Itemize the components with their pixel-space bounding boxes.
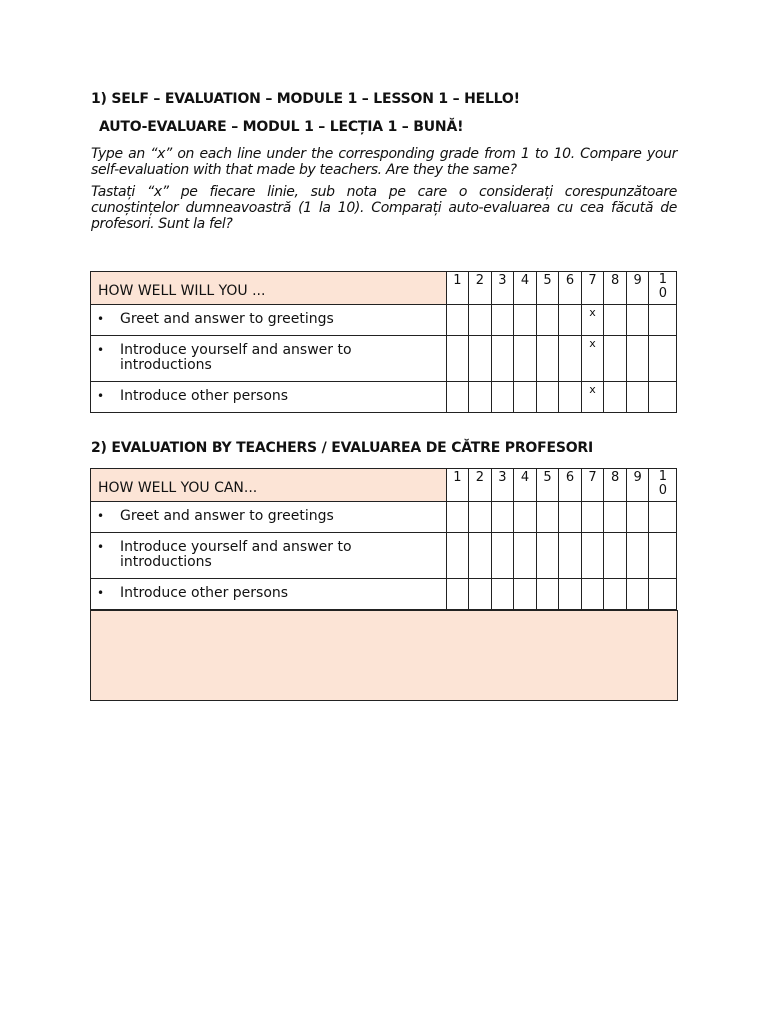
grade-cell-6[interactable] [559,579,582,610]
grade-cell-5[interactable] [536,533,559,579]
instructions-ro: Tastați “x” pe fiecare linie, sub nota pe care o considerați corespunzătoare cunoștințelor dumneavoastră (1 la 10). Comparați auto-evaluarea cu cea făcută de profesori. Sunt la fel? [91,184,677,232]
grade-header-2: 2 [469,272,492,305]
grade-cell-10[interactable] [649,533,677,579]
grade-header-4: 4 [514,272,537,305]
grade-cell-7[interactable] [581,533,604,579]
skill-cell [91,579,447,610]
bullet-icon: • [97,540,105,554]
grade-cell-2[interactable] [469,502,492,533]
bullet-icon: • [97,509,105,523]
table-header-label: HOW WELL YOU CAN... [91,469,447,502]
grade-cell-3[interactable] [491,579,514,610]
skill-label: Greet and answer to greetings [120,508,334,524]
grade-cell-8[interactable] [604,579,627,610]
grade-cell-5[interactable] [536,336,559,382]
grade-cell-3[interactable] [491,382,514,413]
grade-cell-3[interactable] [491,533,514,579]
grade-cell-6[interactable] [559,382,582,413]
grade-header-10: 10 [649,272,677,305]
grade-cell-9[interactable] [626,533,649,579]
teacher-evaluation-table [90,468,677,610]
grade-cell-3[interactable] [491,502,514,533]
grade-cell-2[interactable] [469,579,492,610]
grade-cell-1[interactable] [446,502,469,533]
bullet-icon: • [97,312,105,326]
grade-header-6: 6 [559,469,582,502]
skill-label: Introduce other persons [120,585,289,601]
table-header-row [91,272,677,305]
grade-cell-8[interactable] [604,382,627,413]
grade-cell-4[interactable] [514,579,537,610]
grade-cell-7[interactable]: x [581,336,604,382]
table-row [91,336,677,382]
grade-cell-6[interactable] [559,533,582,579]
grade-cell-9[interactable] [626,502,649,533]
grade-cell-6[interactable] [559,336,582,382]
grade-cell-7[interactable]: x [581,305,604,336]
grade-cell-4[interactable] [514,533,537,579]
grade-cell-1[interactable] [446,382,469,413]
grade-cell-7[interactable] [581,502,604,533]
grade-cell-8[interactable] [604,336,627,382]
grade-cell-10[interactable] [649,579,677,610]
table-row [91,305,677,336]
grade-cell-10[interactable] [649,502,677,533]
grade-cell-4[interactable] [514,305,537,336]
grade-header-9: 9 [626,469,649,502]
grade-cell-9[interactable] [626,382,649,413]
grade-cell-3[interactable] [491,336,514,382]
grade-cell-3[interactable] [491,305,514,336]
table-header-row [91,469,677,502]
grade-header-1: 1 [446,272,469,305]
grade-cell-2[interactable] [469,533,492,579]
grade-cell-10[interactable] [649,305,677,336]
grade-cell-8[interactable] [604,533,627,579]
self-evaluation-table [90,271,677,413]
grade-cell-1[interactable] [446,305,469,336]
grade-header-3: 3 [491,469,514,502]
bullet-icon: • [97,389,105,403]
grade-cell-5[interactable] [536,502,559,533]
skill-label: Introduce yourself and answer to introductions [120,342,352,373]
bullet-icon: • [97,586,105,600]
grade-header-8: 8 [604,469,627,502]
grade-cell-9[interactable] [626,579,649,610]
table-row [91,579,677,610]
skill-label: Greet and answer to greetings [120,311,334,327]
grade-cell-4[interactable] [514,336,537,382]
grade-cell-5[interactable] [536,382,559,413]
skill-cell [91,533,447,579]
grade-header-10: 10 [649,469,677,502]
grade-cell-9[interactable] [626,336,649,382]
grade-cell-2[interactable] [469,336,492,382]
skill-label: Introduce other persons [120,388,289,404]
instructions-en: Type an “x” on each line under the corresponding grade from 1 to 10. Compare your self-evaluation with that made by teachers. Are they the same? [91,146,677,178]
grade-cell-8[interactable] [604,305,627,336]
grade-cell-1[interactable] [446,533,469,579]
teacher-evaluation-title: 2) EVALUATION BY TEACHERS / EVALUAREA DE CĂTRE PROFESORI [91,440,594,456]
grade-header-1: 1 [446,469,469,502]
skill-cell [91,502,447,533]
grade-cell-2[interactable] [469,382,492,413]
self-evaluation-title: 1) SELF – EVALUATION – MODULE 1 – LESSON 1 – HELLO! [91,91,520,107]
grade-cell-5[interactable] [536,305,559,336]
grade-cell-4[interactable] [514,382,537,413]
grade-cell-9[interactable] [626,305,649,336]
grade-header-2: 2 [469,469,492,502]
grade-cell-1[interactable] [446,579,469,610]
table-row [91,533,677,579]
grade-header-5: 5 [536,469,559,502]
grade-cell-7[interactable] [581,579,604,610]
grade-cell-4[interactable] [514,502,537,533]
grade-header-7: 7 [581,272,604,305]
grade-header-5: 5 [536,272,559,305]
skill-label: Introduce yourself and answer to introductions [120,539,352,570]
grade-cell-10[interactable] [649,336,677,382]
skill-cell [91,305,447,336]
grade-cell-6[interactable] [559,502,582,533]
grade-header-9: 9 [626,272,649,305]
table-header-label: HOW WELL WILL YOU ... [91,272,447,305]
grade-cell-1[interactable] [446,336,469,382]
bullet-icon: • [97,343,105,357]
teacher-comment-box[interactable] [90,610,678,701]
skill-cell [91,336,447,382]
grade-cell-10[interactable] [649,382,677,413]
grade-cell-5[interactable] [536,579,559,610]
grade-cell-2[interactable] [469,305,492,336]
grade-cell-6[interactable] [559,305,582,336]
grade-header-4: 4 [514,469,537,502]
grade-header-3: 3 [491,272,514,305]
table-row [91,502,677,533]
grade-cell-7[interactable]: x [581,382,604,413]
grade-header-8: 8 [604,272,627,305]
grade-cell-8[interactable] [604,502,627,533]
self-evaluation-title-ro: AUTO-EVALUARE – MODUL 1 – LECȚIA 1 – BUNĂ! [99,119,464,135]
grade-header-7: 7 [581,469,604,502]
grade-header-6: 6 [559,272,582,305]
skill-cell [91,382,447,413]
table-row [91,382,677,413]
